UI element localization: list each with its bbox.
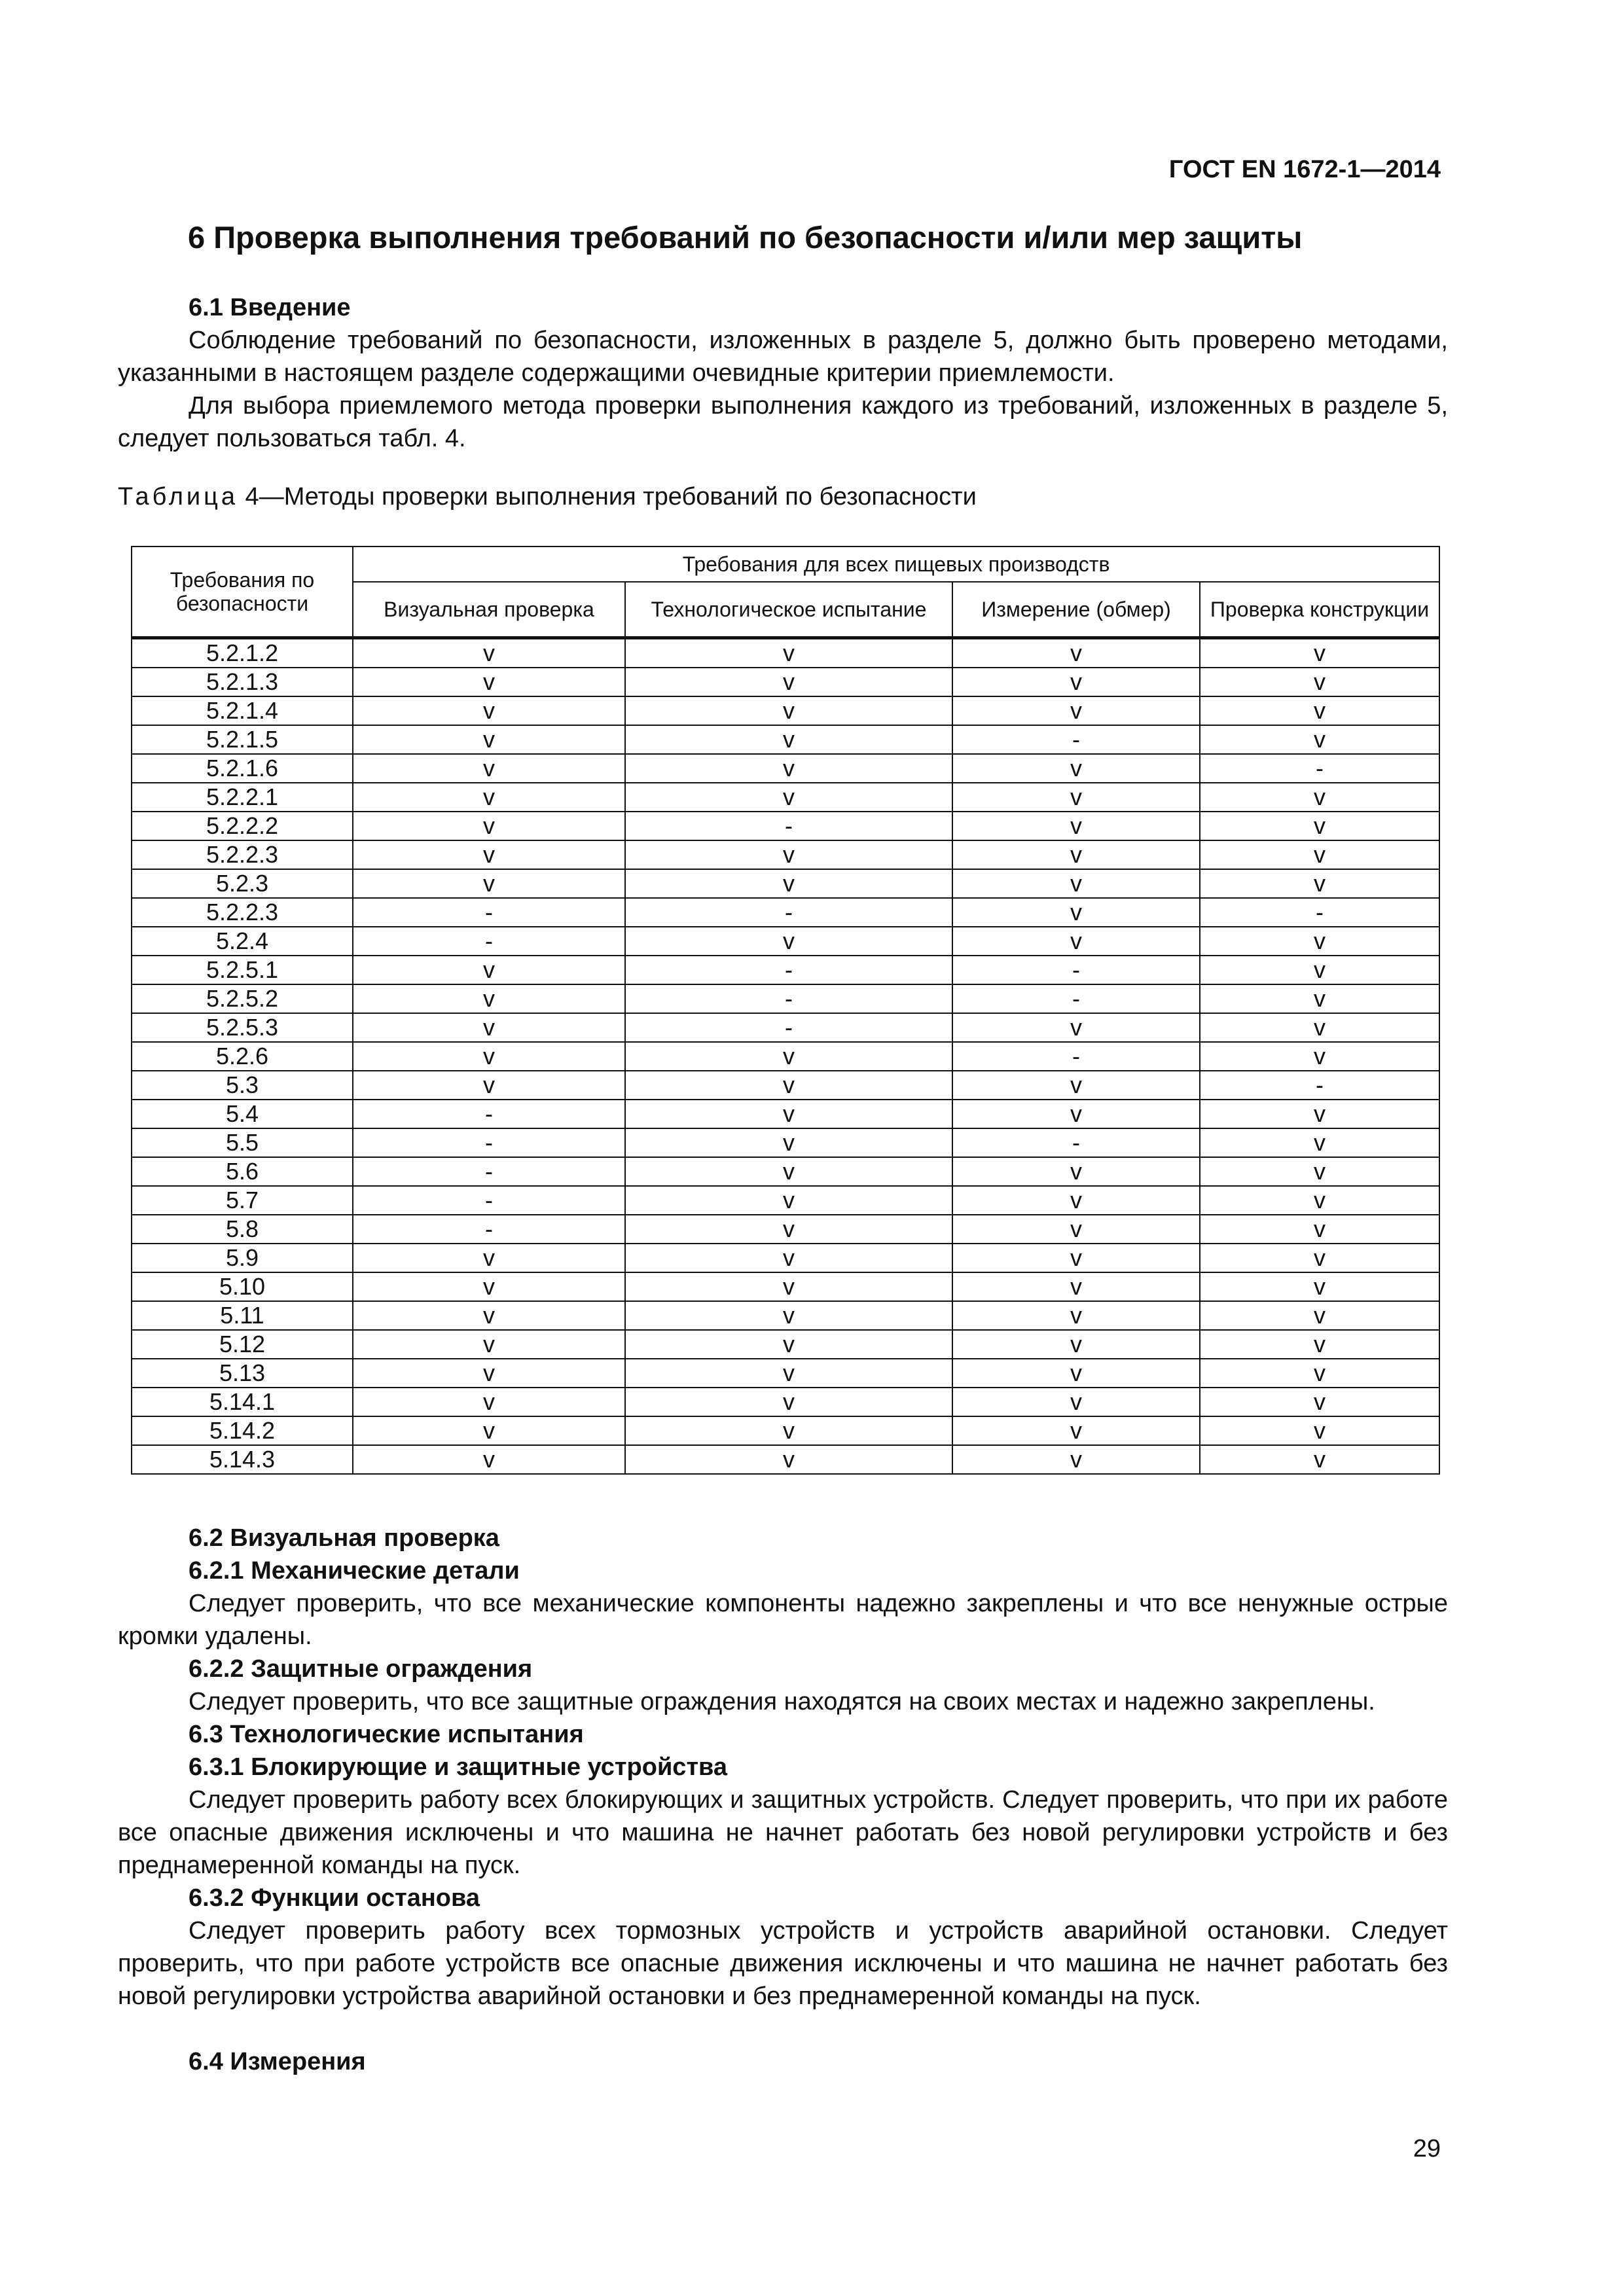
table-cell-requirement: 5.2.2.3 bbox=[132, 840, 353, 869]
table-cell-mark: v bbox=[353, 638, 625, 668]
table-caption-label: Таблица bbox=[118, 483, 238, 511]
table-cell-mark: v bbox=[952, 898, 1200, 927]
table-cell-mark: v bbox=[1200, 1186, 1439, 1215]
table-cell-mark: v bbox=[1200, 840, 1439, 869]
table-cell-requirement: 5.2.2.2 bbox=[132, 812, 353, 840]
table-cell-requirement: 5.2.3 bbox=[132, 869, 353, 898]
table-cell-mark: v bbox=[952, 1186, 1200, 1215]
table-cell-mark: v bbox=[353, 1330, 625, 1359]
table-cell-mark: v bbox=[1200, 1272, 1439, 1301]
table-cell-mark: v bbox=[1200, 1042, 1439, 1071]
table-cell-mark: v bbox=[952, 1359, 1200, 1388]
methods-table-container bbox=[131, 546, 1439, 1475]
table-cell-mark: v bbox=[1200, 1128, 1439, 1157]
table-cell-requirement: 5.13 bbox=[132, 1359, 353, 1388]
heading-6-3-2: 6.3.2 Функции останова bbox=[189, 1884, 480, 1912]
table-cell-mark: v bbox=[1200, 638, 1439, 668]
paragraph-6-2-1: Следует проверить, что все механические компоненты надежно закреплены и что все ненужные острые кромки удалены. bbox=[118, 1590, 1448, 1650]
paragraph-6-3-1: Следует проверить работу всех блокирующих и защитных устройств. Следует проверить, что при их работе все опасные движения исключены и что машина не начнет работать без новой регулировки устройств и без преднамеренной команды на пуск. bbox=[118, 1786, 1448, 1879]
table-row bbox=[132, 1330, 1439, 1359]
table-row bbox=[132, 1100, 1439, 1128]
table-cell-mark: v bbox=[1200, 1301, 1439, 1330]
table-cell-mark: - bbox=[625, 812, 952, 840]
table-row bbox=[132, 783, 1439, 812]
table-cell-mark: - bbox=[1200, 1071, 1439, 1100]
heading-6-2: 6.2 Визуальная проверка bbox=[189, 1524, 499, 1552]
table-cell-mark: - bbox=[952, 725, 1200, 754]
table-cell-mark: v bbox=[1200, 956, 1439, 984]
table-cell-mark: v bbox=[625, 1272, 952, 1301]
table-cell-mark: - bbox=[353, 1215, 625, 1244]
table-cell-mark: - bbox=[952, 984, 1200, 1013]
table-cell-mark: v bbox=[952, 696, 1200, 725]
table-cell-mark: v bbox=[625, 840, 952, 869]
table-cell-mark: v bbox=[353, 725, 625, 754]
table-cell-mark: v bbox=[625, 668, 952, 696]
lower-section bbox=[118, 1522, 1448, 2078]
table-cell-mark: - bbox=[625, 1013, 952, 1042]
table-cell-requirement: 5.2.1.5 bbox=[132, 725, 353, 754]
table-cell-mark: v bbox=[625, 1388, 952, 1416]
heading-6-2-2: 6.2.2 Защитные ограждения bbox=[189, 1655, 533, 1683]
table-cell-mark: v bbox=[952, 783, 1200, 812]
table-cell-mark: v bbox=[625, 1100, 952, 1128]
table-cell-mark: v bbox=[952, 869, 1200, 898]
table-cell-mark: v bbox=[625, 1416, 952, 1445]
paragraph-6-3-2: Следует проверить работу всех тормозных устройств и устройств аварийной остановки. Следует проверить, что при работе устройств все опасные движения исключены и что машина не начнет работать без новой регулировки устройства аварийной остановки и без преднамеренной команды на пуск. bbox=[118, 1917, 1448, 2010]
table-cell-mark: - bbox=[353, 1128, 625, 1157]
table-cell-mark: v bbox=[952, 927, 1200, 956]
table-row bbox=[132, 1186, 1439, 1215]
table-row bbox=[132, 638, 1439, 668]
table-cell-mark: - bbox=[1200, 898, 1439, 927]
table-cell-mark: - bbox=[625, 898, 952, 927]
table-cell-mark: v bbox=[952, 638, 1200, 668]
table-cell-mark: v bbox=[625, 1128, 952, 1157]
table-cell-requirement: 5.5 bbox=[132, 1128, 353, 1157]
table-cell-mark: v bbox=[353, 1388, 625, 1416]
table-cell-mark: v bbox=[952, 1215, 1200, 1244]
intro-paragraph-1: Соблюдение требований по безопасности, изложенных в разделе 5, должно быть проверено методами, указанными в настоящем разделе содержащими очевидные критерии приемлемости. bbox=[118, 327, 1448, 387]
header-visual: Визуальная проверка bbox=[353, 582, 625, 638]
table-row bbox=[132, 1272, 1439, 1301]
table-cell-mark: v bbox=[952, 812, 1200, 840]
table-row bbox=[132, 1042, 1439, 1071]
table-row bbox=[132, 898, 1439, 927]
table-cell-mark: v bbox=[1200, 696, 1439, 725]
table-cell-requirement: 5.7 bbox=[132, 1186, 353, 1215]
table-cell-mark: v bbox=[952, 668, 1200, 696]
table-row bbox=[132, 927, 1439, 956]
table-cell-mark: v bbox=[353, 696, 625, 725]
header-requirements: Требования по безопасности bbox=[132, 547, 353, 638]
table-cell-mark: v bbox=[353, 1244, 625, 1272]
table-caption-text: 4—Методы проверки выполнения требований по безопасности bbox=[238, 483, 977, 511]
table-cell-mark: - bbox=[353, 1157, 625, 1186]
table-cell-mark: - bbox=[952, 1042, 1200, 1071]
table-row bbox=[132, 1416, 1439, 1445]
table-cell-mark: v bbox=[625, 1301, 952, 1330]
table-cell-mark: v bbox=[952, 1157, 1200, 1186]
table-cell-mark: v bbox=[353, 1042, 625, 1071]
heading-6-1: 6.1 Введение bbox=[189, 294, 351, 321]
table-cell-mark: v bbox=[952, 1330, 1200, 1359]
table-cell-requirement: 5.2.6 bbox=[132, 1042, 353, 1071]
table-cell-mark: - bbox=[625, 956, 952, 984]
table-row bbox=[132, 754, 1439, 783]
table-cell-mark: v bbox=[952, 1071, 1200, 1100]
table-cell-requirement: 5.2.4 bbox=[132, 927, 353, 956]
table-cell-mark: v bbox=[952, 1445, 1200, 1474]
table-row bbox=[132, 668, 1439, 696]
table-cell-requirement: 5.8 bbox=[132, 1215, 353, 1244]
table-cell-mark: v bbox=[353, 1272, 625, 1301]
table-cell-requirement: 5.2.1.4 bbox=[132, 696, 353, 725]
table-cell-mark: v bbox=[353, 1071, 625, 1100]
table-cell-mark: v bbox=[353, 783, 625, 812]
table-cell-mark: v bbox=[353, 840, 625, 869]
spacer bbox=[118, 2013, 1448, 2045]
table-cell-requirement: 5.12 bbox=[132, 1330, 353, 1359]
table-row bbox=[132, 956, 1439, 984]
table-row bbox=[132, 840, 1439, 869]
table-cell-requirement: 5.14.1 bbox=[132, 1388, 353, 1416]
table-cell-mark: v bbox=[952, 1272, 1200, 1301]
table-cell-mark: v bbox=[1200, 1359, 1439, 1388]
table-cell-mark: v bbox=[625, 1244, 952, 1272]
table-cell-mark: v bbox=[952, 754, 1200, 783]
table-cell-mark: v bbox=[353, 1359, 625, 1388]
table-cell-mark: v bbox=[952, 1244, 1200, 1272]
table-cell-mark: v bbox=[1200, 1244, 1439, 1272]
table-cell-requirement: 5.6 bbox=[132, 1157, 353, 1186]
table-cell-requirement: 5.4 bbox=[132, 1100, 353, 1128]
table-cell-mark: v bbox=[1200, 783, 1439, 812]
table-row bbox=[132, 725, 1439, 754]
table-row bbox=[132, 1244, 1439, 1272]
table-cell-requirement: 5.3 bbox=[132, 1071, 353, 1100]
page-number: 29 bbox=[1413, 2135, 1441, 2162]
table-cell-mark: v bbox=[625, 869, 952, 898]
table-cell-requirement: 5.2.2.1 bbox=[132, 783, 353, 812]
table-cell-requirement: 5.2.1.3 bbox=[132, 668, 353, 696]
table-caption bbox=[118, 483, 977, 511]
table-cell-mark: v bbox=[625, 754, 952, 783]
table-cell-mark: v bbox=[1200, 1445, 1439, 1474]
table-cell-mark: v bbox=[353, 1416, 625, 1445]
table-cell-mark: v bbox=[952, 1388, 1200, 1416]
table-cell-mark: v bbox=[353, 984, 625, 1013]
table-cell-mark: v bbox=[353, 668, 625, 696]
table-cell-mark: v bbox=[1200, 984, 1439, 1013]
table-cell-mark: v bbox=[1200, 1215, 1439, 1244]
table-cell-mark: v bbox=[625, 1157, 952, 1186]
table-cell-mark: v bbox=[625, 1445, 952, 1474]
heading-6-3-1: 6.3.1 Блокирующие и защитные устройства bbox=[189, 1753, 728, 1781]
table-row bbox=[132, 1128, 1439, 1157]
table-cell-requirement: 5.14.3 bbox=[132, 1445, 353, 1474]
table-cell-mark: v bbox=[1200, 1416, 1439, 1445]
table-cell-mark: v bbox=[1200, 869, 1439, 898]
table-cell-mark: v bbox=[1200, 1100, 1439, 1128]
table-row bbox=[132, 1157, 1439, 1186]
table-cell-mark: v bbox=[353, 1301, 625, 1330]
table-cell-mark: v bbox=[353, 812, 625, 840]
table-cell-mark: - bbox=[952, 956, 1200, 984]
heading-6-4: 6.4 Измерения bbox=[189, 2048, 366, 2075]
table-row bbox=[132, 1215, 1439, 1244]
table-cell-mark: v bbox=[353, 956, 625, 984]
table-cell-mark: v bbox=[625, 696, 952, 725]
table-cell-mark: v bbox=[625, 638, 952, 668]
table-cell-mark: v bbox=[952, 1301, 1200, 1330]
table-cell-mark: v bbox=[1200, 725, 1439, 754]
table-cell-mark: - bbox=[353, 1186, 625, 1215]
table-cell-mark: v bbox=[952, 1100, 1200, 1128]
table-cell-mark: - bbox=[353, 927, 625, 956]
table-cell-requirement: 5.2.5.1 bbox=[132, 956, 353, 984]
table-cell-mark: - bbox=[1200, 754, 1439, 783]
table-cell-requirement: 5.14.2 bbox=[132, 1416, 353, 1445]
intro-paragraph-2: Для выбора приемлемого метода проверки выполнения каждого из требований, изложенных в разделе 5, следует пользоваться табл. 4. bbox=[118, 392, 1448, 452]
table-cell-mark: v bbox=[952, 1013, 1200, 1042]
table-row bbox=[132, 1388, 1439, 1416]
table-cell-mark: v bbox=[625, 1330, 952, 1359]
table-row bbox=[132, 696, 1439, 725]
table-row bbox=[132, 1359, 1439, 1388]
table-row bbox=[132, 984, 1439, 1013]
table-cell-mark: - bbox=[952, 1128, 1200, 1157]
heading-6-2-1: 6.2.1 Механические детали bbox=[189, 1557, 520, 1585]
section-title: 6 Проверка выполнения требований по безопасности и/или мер защиты bbox=[188, 220, 1303, 255]
table-row bbox=[132, 1445, 1439, 1474]
table-cell-requirement: 5.2.1.2 bbox=[132, 638, 353, 668]
table-cell-mark: v bbox=[952, 1416, 1200, 1445]
table-cell-mark: v bbox=[625, 1215, 952, 1244]
header-design-check: Проверка конструкции bbox=[1200, 582, 1439, 638]
table-cell-requirement: 5.10 bbox=[132, 1272, 353, 1301]
table-cell-mark: v bbox=[625, 1359, 952, 1388]
table-cell-mark: v bbox=[353, 869, 625, 898]
table-row bbox=[132, 869, 1439, 898]
table-cell-mark: v bbox=[1200, 1013, 1439, 1042]
table-cell-mark: v bbox=[1200, 1330, 1439, 1359]
table-cell-mark: v bbox=[625, 783, 952, 812]
document-code: ГОСТ EN 1672-1—2014 bbox=[1168, 156, 1441, 183]
table-cell-mark: v bbox=[625, 927, 952, 956]
table-cell-mark: - bbox=[353, 1100, 625, 1128]
table-cell-mark: v bbox=[353, 1013, 625, 1042]
table-cell-requirement: 5.2.5.3 bbox=[132, 1013, 353, 1042]
header-measurement: Измерение (обмер) bbox=[952, 582, 1200, 638]
methods-table bbox=[131, 546, 1440, 1475]
header-group: Требования для всех пищевых производств bbox=[353, 547, 1439, 582]
table-cell-mark: v bbox=[1200, 927, 1439, 956]
table-row bbox=[132, 1301, 1439, 1330]
table-row bbox=[132, 1013, 1439, 1042]
table-cell-requirement: 5.2.5.2 bbox=[132, 984, 353, 1013]
table-cell-mark: v bbox=[353, 754, 625, 783]
table-cell-mark: v bbox=[1200, 812, 1439, 840]
table-cell-mark: v bbox=[1200, 668, 1439, 696]
table-cell-mark: v bbox=[625, 725, 952, 754]
heading-6-3: 6.3 Технологические испытания bbox=[189, 1721, 584, 1748]
table-cell-requirement: 5.11 bbox=[132, 1301, 353, 1330]
table-cell-requirement: 5.2.2.3 bbox=[132, 898, 353, 927]
table-cell-requirement: 5.2.1.6 bbox=[132, 754, 353, 783]
intro-section bbox=[118, 291, 1448, 455]
table-cell-mark: v bbox=[353, 1445, 625, 1474]
table-cell-mark: v bbox=[1200, 1157, 1439, 1186]
table-cell-mark: - bbox=[353, 898, 625, 927]
table-cell-mark: v bbox=[625, 1186, 952, 1215]
table-cell-mark: v bbox=[625, 1071, 952, 1100]
header-tech-test: Технологическое испытание bbox=[625, 582, 952, 638]
table-body bbox=[132, 638, 1439, 1475]
table-cell-requirement: 5.9 bbox=[132, 1244, 353, 1272]
table-cell-mark: - bbox=[625, 984, 952, 1013]
paragraph-6-2-2: Следует проверить, что все защитные ограждения находятся на своих местах и надежно закреплены. bbox=[189, 1688, 1375, 1715]
table-cell-mark: v bbox=[1200, 1388, 1439, 1416]
table-cell-mark: v bbox=[625, 1042, 952, 1071]
table-row bbox=[132, 1071, 1439, 1100]
table-row bbox=[132, 812, 1439, 840]
table-cell-mark: v bbox=[952, 840, 1200, 869]
